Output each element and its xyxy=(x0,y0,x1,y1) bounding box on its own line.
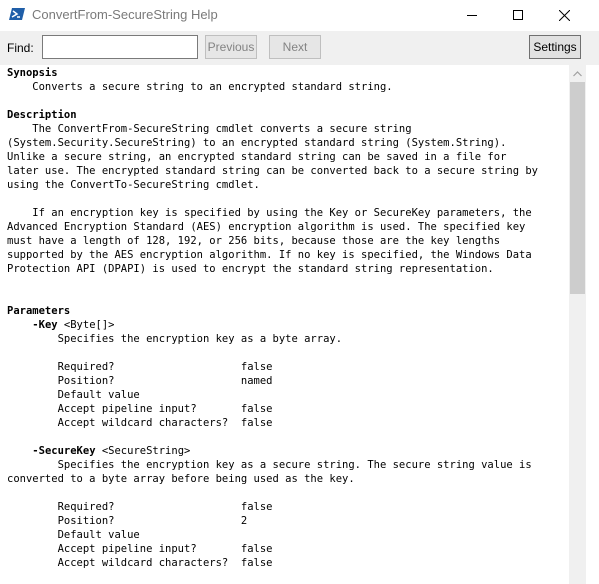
param-securekey-properties: Required? false Position? 2 Default value Accept pipeline input? false Accept wildcard characters? false xyxy=(57,501,273,569)
minimize-button[interactable] xyxy=(449,0,495,30)
title-bar[interactable] xyxy=(0,0,599,30)
previous-button[interactable]: Previous xyxy=(205,35,257,59)
chevron-up-icon xyxy=(573,71,582,77)
param-securekey-description: Specifies the encryption key as a secure string. The secure string value is converted to a byte array before being used as the key. xyxy=(7,459,532,485)
close-icon xyxy=(559,10,570,21)
description-paragraph-1: The ConvertFrom-SecureString cmdlet converts a secure string (System.Security.SecureString) to an encrypted standard string (System.String). Unlike a secure string, an encrypted standard string can be saved in a file for later use. The encrypted standard string can be converted back to a secure string by using the ConvertTo-SecureString cmdlet. xyxy=(7,123,539,191)
next-button[interactable]: Next xyxy=(269,35,321,59)
param-key-properties: Required? false Position? named Default value Accept pipeline input? false Accept wildcard characters? false xyxy=(57,361,273,429)
maximize-icon xyxy=(513,10,523,20)
find-input[interactable] xyxy=(42,35,198,59)
param-securekey-name: -SecureKey xyxy=(32,445,96,457)
minimize-icon xyxy=(467,10,477,20)
param-securekey-type: <SecureString> xyxy=(95,445,191,457)
synopsis-text: Converts a secure string to an encrypted standard string. xyxy=(7,81,393,93)
description-paragraph-2: If an encryption key is specified by using the Key or SecureKey parameters, the Advanced Encryption Standard (AES) encryption algorithm is used. The specified key must have a length of 128, 192, or 256 bits, because those are the key lengths supported by the AES encryption algorithm. If no key is specified, the Windows Data Protection API (DPAPI) is used to encrypt the standard string representation. xyxy=(7,207,532,275)
synopsis-heading: Synopsis xyxy=(7,67,58,79)
help-text xyxy=(0,65,569,570)
settings-button[interactable]: Settings xyxy=(529,35,581,59)
help-content[interactable] xyxy=(0,65,569,584)
param-key-name: -Key xyxy=(32,319,58,331)
scroll-thumb[interactable] xyxy=(570,82,585,294)
description-heading: Description xyxy=(7,109,77,121)
find-bar xyxy=(0,31,599,65)
param-key-type: <Byte[]> xyxy=(57,319,115,331)
find-label: Find: xyxy=(7,41,34,55)
scroll-up-button[interactable] xyxy=(569,65,586,82)
parameters-heading: Parameters xyxy=(7,305,71,317)
close-button[interactable] xyxy=(541,0,587,30)
powershell-icon xyxy=(9,6,25,22)
window-title: ConvertFrom-SecureString Help xyxy=(32,7,218,22)
param-key-description: Specifies the encryption key as a byte array. xyxy=(7,333,343,345)
maximize-button[interactable] xyxy=(495,0,541,30)
vertical-scrollbar[interactable] xyxy=(569,65,586,584)
